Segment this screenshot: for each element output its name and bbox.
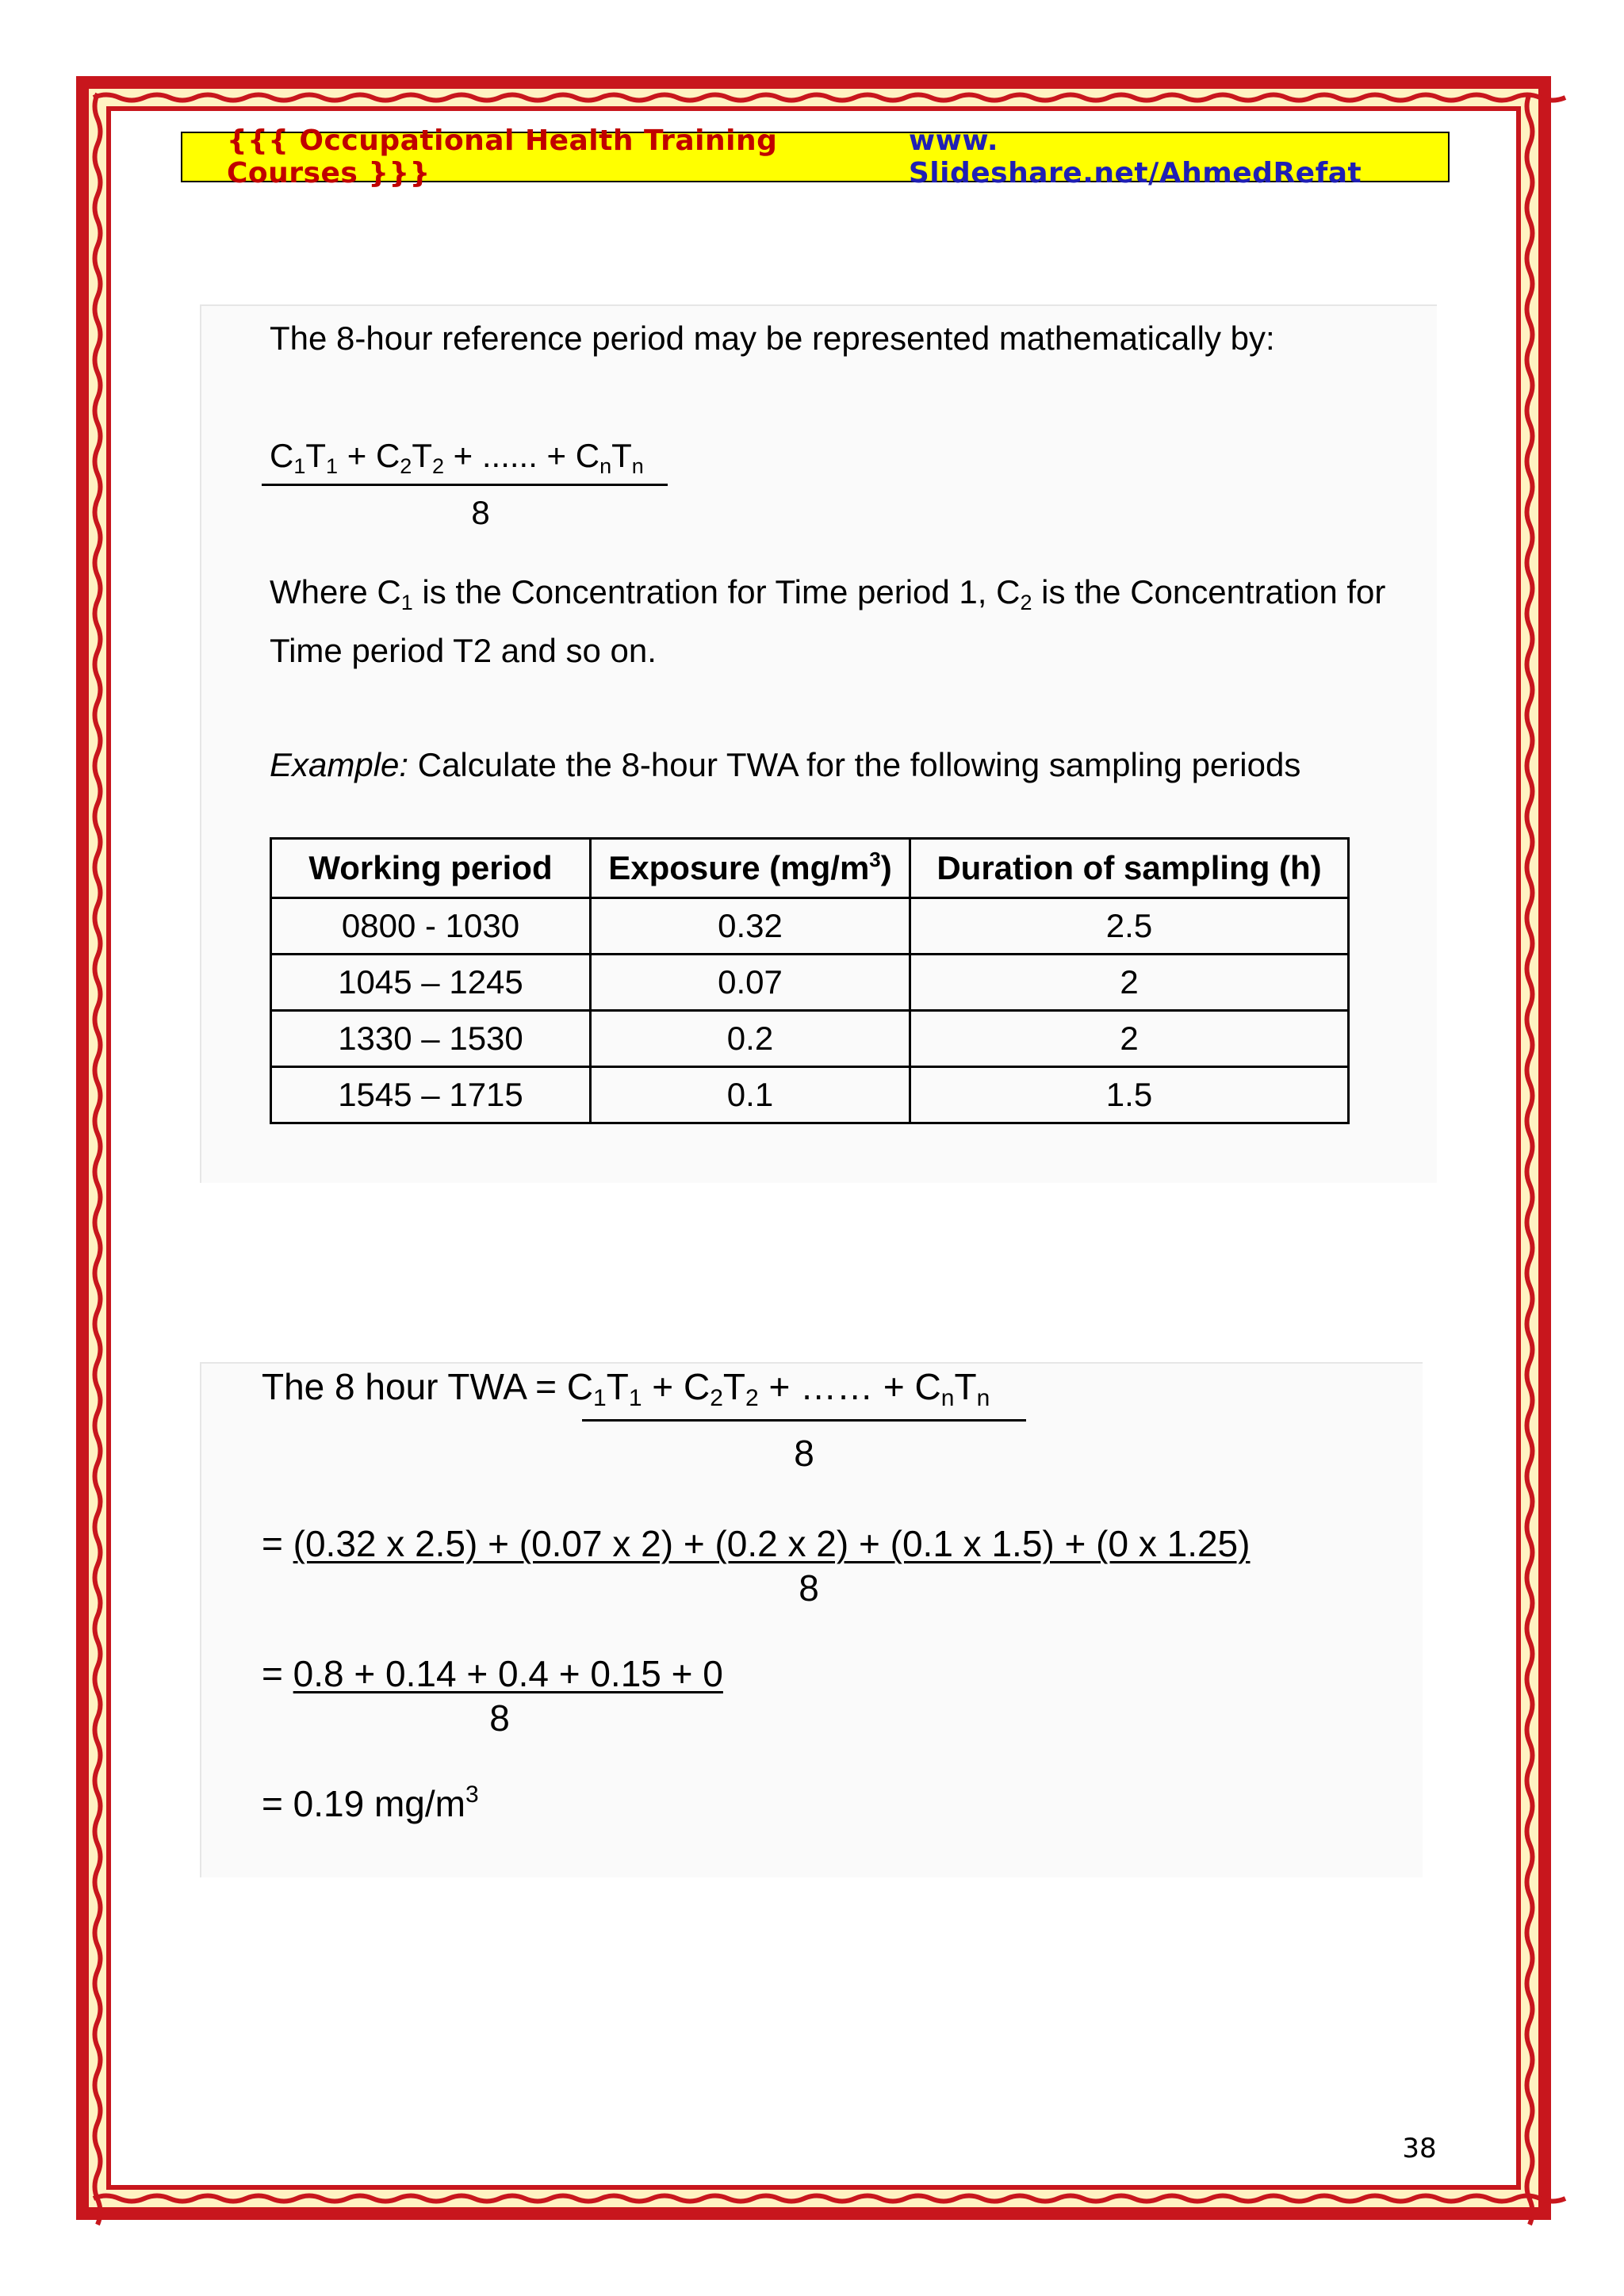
cell-exposure: 0.07 (591, 955, 910, 1011)
column-header-working-period: Working period (271, 839, 591, 898)
twa-denominator: 8 (794, 1433, 814, 1474)
sampling-table (270, 837, 1350, 1124)
step1-denominator: 8 (799, 1567, 819, 1609)
where-text-line2: Time period T2 and so on. (270, 632, 657, 669)
cell-period: 1330 – 1530 (271, 1011, 591, 1067)
cell-duration: 1.5 (910, 1067, 1349, 1123)
step2-denominator: 8 (489, 1697, 510, 1739)
table-header-row (271, 839, 1349, 898)
where-text-line1: Where $C_1$ is the Concentration for Time period 1, $C_2$ is the Concentration for (270, 573, 1386, 614)
example-text: Example: Calculate the 8-hour TWA for the following sampling periods (270, 746, 1301, 783)
step1-numerator: (0.32 x 2.5) + (0.07 x 2) + (0.2 x 2) + (0.1 x 1.5) + (0 x 1.25) (293, 1523, 1251, 1564)
cell-duration: 2 (910, 1011, 1349, 1067)
cell-exposure: 0.32 (591, 898, 910, 955)
column-header-duration: Duration of sampling (h) (910, 839, 1349, 898)
column-header-exposure: Exposure $(mg/m^3)$ (591, 839, 910, 898)
intro-text: The 8-hour reference period may be represented mathematically by: (270, 320, 1275, 357)
twa-fraction-bar (582, 1419, 1026, 1422)
page-number: 38 (1402, 2133, 1437, 2164)
cell-period: 1545 – 1715 (271, 1067, 591, 1123)
result-line: = 0.19 $mg/m^3$ (262, 1781, 479, 1824)
header-website[interactable]: www. Slideshare.net/AhmedRefat (908, 124, 1362, 189)
cell-duration: 2.5 (910, 898, 1349, 955)
formula-numerator: $C_1T_1 + C_2T_2$ + ...... + $C_nT_n$ (270, 437, 644, 478)
table-row (271, 1067, 1349, 1123)
header-course-title: {{{ Occupational Health Training Courses }}} (227, 124, 778, 189)
header-banner (181, 124, 1450, 189)
table-row (271, 1011, 1349, 1067)
example-label: Example: (270, 746, 409, 783)
step1-line: = (0.32 x 2.5) + (0.07 x 2) + (0.2 x 2) + (0.1 x 1.5) + (0 x 1.25) (262, 1523, 1251, 1564)
twa-formula-line (262, 1366, 990, 1411)
twa-formula-numerator: $C_1T_1 + C_2T_2$ + …… + $C_nT_n$ (566, 1366, 990, 1411)
cell-duration: 2 (910, 955, 1349, 1011)
table-row (271, 898, 1349, 955)
cell-exposure: 0.2 (591, 1011, 910, 1067)
formula-denominator: 8 (471, 494, 490, 531)
step2-numerator: 0.8 + 0.14 + 0.4 + 0.15 + 0 (293, 1653, 723, 1694)
twa-label: The 8 hour TWA = (262, 1366, 567, 1407)
step2-line: = 0.8 + 0.14 + 0.4 + 0.15 + 0 (262, 1653, 723, 1694)
cell-period: 0800 - 1030 (271, 898, 591, 955)
cell-exposure: 0.1 (591, 1067, 910, 1123)
cell-period: 1045 – 1245 (271, 955, 591, 1011)
table-row (271, 955, 1349, 1011)
formula-fraction-bar (262, 484, 668, 486)
